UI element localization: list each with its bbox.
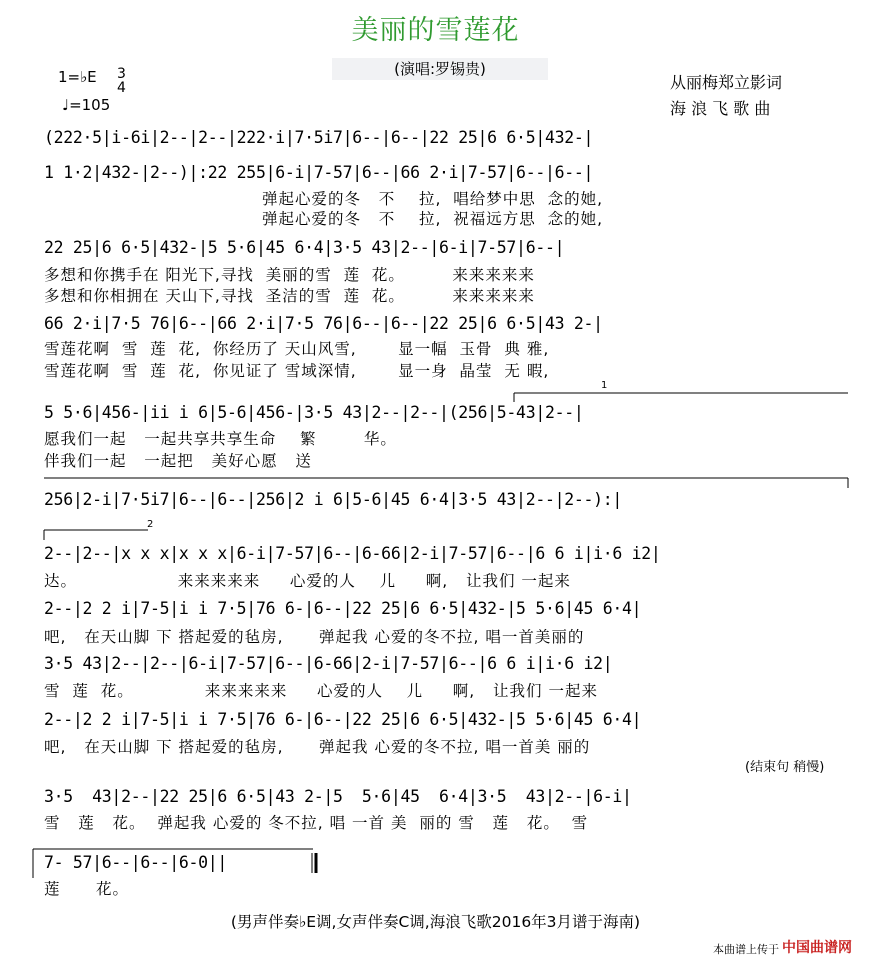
score-line-1: (222·5|i-6i|2--|2--|222·i|7·5i7|6--|6--|22 25|6 6·5|432-| [44,128,594,147]
score-line-9: 3·5 43|2--|2--|6-i|7-57|6--|6-66|2-i|7-57|6--|6 6 i|i·6 i2| [44,654,613,673]
lyric-line-7: 达。 来来来来来 心爱的人 儿 啊, 让我们 一起来 [44,572,571,590]
ending-direction: (结束句 稍慢) [745,760,825,775]
lyric-line-5a: 愿我们一起 一起共享共享生命 繁 华。 [44,430,397,448]
score-line-2: 1 1·2|432-|2--)|:22 255|6-i|7-57|6--|66 2·i|7-57|6--|6--| [44,163,594,182]
lyric-line-2b: 弹起心爱的冬 不 拉, 祝福远方思 念的她, [262,210,604,228]
score-line-6: 256|2-i|7·5i7|6--|6--|256|2 i 6|5-6|45 6·4|3·5 43|2--|2--):| [44,490,623,509]
upload-label: 本曲谱上传于 [713,943,779,956]
lyric-line-8: 吧, 在天山脚 下 搭起爱的毡房, 弹起我 心爱的冬不拉, 唱一首美丽的 [44,628,585,646]
volta-2-label: 2 [147,519,154,530]
lyric-line-5b: 伴我们一起 一起把 美好心愿 送 [44,452,312,470]
site-logo[interactable]: 中国曲谱网 [782,940,852,956]
time-signature-top: 3 [117,66,126,82]
score-line-3: 22 25|6 6·5|432-|5 5·6|45 6·4|3·5 43|2--|6-i|7-57|6--| [44,238,565,257]
lyric-line-9: 雪 莲 花。 来来来来来 心爱的人 儿 啊, 让我们 一起来 [44,682,598,700]
lyric-line-3a: 多想和你携手在 阳光下,寻找 美丽的雪 莲 花。 来来来来来 [44,266,535,284]
score-line-11: 3·5 43|2--|22 25|6 6·5|43 2-|5 5·6|45 6·4|3·5 43|2--|6-i| [44,787,632,806]
key-signature: 1=♭E [58,68,97,86]
score-line-7: 2--|2--|x x x|x x x|6-i|7-57|6--|6-66|2-i|7-57|6--|6 6 i|i·6 i2| [44,544,661,563]
score-line-10: 2--|2 2 i|7-5|i i 7·5|76 6-|6--|22 25|6 6·5|432-|5 5·6|45 6·4| [44,710,642,729]
score-line-8: 2--|2 2 i|7-5|i i 7·5|76 6-|6--|22 25|6 6·5|432-|5 5·6|45 6·4| [44,599,642,618]
lyricist-credit: 从丽梅郑立影词 [670,73,783,92]
lyric-line-4a: 雪莲花啊 雪 莲 花, 你经历了 天山风雪, 显一幅 玉骨 典 雅, [44,340,550,358]
lyric-line-10: 吧, 在天山脚 下 搭起爱的毡房, 弹起我 心爱的冬不拉, 唱一首美 丽的 [44,738,591,756]
lyric-line-12: 莲 花。 [44,880,130,898]
score-line-12: 7- 57|6--|6--|6-0|| [44,853,228,872]
score-line-4: 66 2·i|7·5 76|6--|66 2·i|7·5 76|6--|6--|22 25|6 6·5|43 2-| [44,314,603,333]
footer-note: (男声伴奏♭E调,女声伴奏C调,海浪飞歌2016年3月谱于海南) [230,913,641,931]
song-title: 美丽的雪莲花 [351,15,520,46]
lyric-line-3b: 多想和你相拥在 天山下,寻找 圣洁的雪 莲 花。 来来来来来 [44,287,535,305]
volta-1-label: 1 [601,380,608,391]
score-line-5: 5 5·6|456-|ii i 6|5-6|456-|3·5 43|2--|2--|(256|5-43|2--| [44,403,584,422]
lyric-line-2a: 弹起心爱的冬 不 拉, 唱给梦中思 念的她, [262,190,604,208]
time-signature-bottom: 4 [117,80,126,96]
tempo-marking: ♩=105 [62,96,111,114]
singer-credit: (演唱:罗锡贵) [332,58,548,80]
lyric-line-4b: 雪莲花啊 雪 莲 花, 你见证了 雪域深情, 显一身 晶莹 无 暇, [44,362,550,380]
lyric-line-11: 雪 莲 花。 弹起我 心爱的 冬不拉, 唱 一首 美 丽的 雪 莲 花。 雪 [44,814,589,832]
composer-credit: 海 浪 飞 歌 曲 [670,99,771,118]
